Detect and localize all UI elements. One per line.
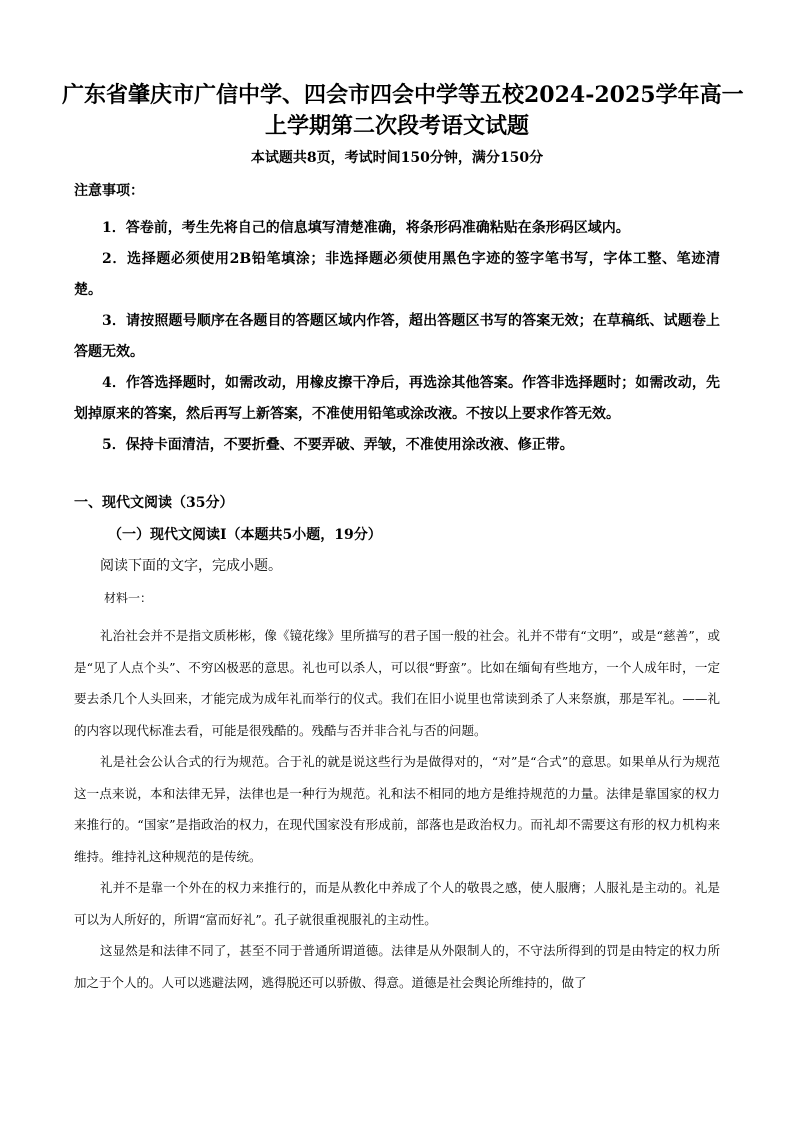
notes-list bbox=[74, 213, 720, 461]
reading-instruction: 阅读下面的文字，完成小题。 bbox=[100, 558, 282, 574]
material-paragraph: 礼治社会并不是指文质彬彬，像《镜花缘》里所描写的君子国一般的社会。礼并不带有“文明”，或是“慈善”，或是“见了人点个头”、不穷凶极恶的意思。礼也可以杀人，可以很“野蛮”。比如在缅甸有些地方，一个人成年时，一定要去杀几个人头回来，才能完成为成年礼而举行的仪式。我们在旧小说里也常读到杀了人来祭旗，那是军礼。——礼的内容以现代标准去看，可能是很残酷的。残酷与否并非合礼与否的问题。 bbox=[74, 628, 720, 738]
note-item: 2．选择题必须使用2B铅笔填涂；非选择题必须使用黑色字迹的签字笔书写，字体工整、笔迹清楚。 bbox=[74, 251, 720, 298]
document-title-line1: 广东省肇庆市广信中学、四会市四会中学等五校2024-2025学年高一 bbox=[62, 82, 744, 108]
notes-heading: 注意事项： bbox=[74, 183, 144, 199]
material-passage bbox=[74, 620, 720, 998]
exam-info-subtitle: 本试题共8页，考试时间150分钟，满分150分 bbox=[250, 150, 544, 166]
section-heading: 一、现代文阅读（35分） bbox=[74, 495, 234, 511]
material-label: 材料一： bbox=[104, 591, 153, 605]
subsection-heading: （一）现代文阅读Ⅰ（本题共5小题，19分） bbox=[108, 527, 382, 543]
note-item: 3．请按照题号顺序在各题目的答题区域内作答，超出答题区书写的答案无效；在草稿纸、试题卷上答题无效。 bbox=[74, 313, 720, 360]
document-title-line2: 上学期第二次段考语文试题 bbox=[264, 113, 529, 139]
material-paragraph: 礼是社会公认合式的行为规范。合于礼的就是说这些行为是做得对的，“对”是“合式”的意思。如果单从行为规范这一点来说，本和法律无异，法律也是一种行为规范。礼和法不相同的地方是维持规范的力量。法律是靠国家的权力来推行的。“国家”是指政治的权力，在现代国家没有形成前，部落也是政治权力。而礼却不需要这有形的权力机构来维持。维持礼这种规范的是传统。 bbox=[74, 754, 720, 864]
material-paragraph: 这显然是和法律不同了，甚至不同于普通所谓道德。法律是从外限制人的，不守法所得到的罚是由特定的权力所加之于个人的。人可以逃避法网，逃得脱还可以骄傲、得意。道德是社会舆论所维持的，做了 bbox=[74, 943, 720, 990]
note-item: 5．保持卡面清洁，不要折叠、不要弄破、弄皱，不准使用涂改液、修正带。 bbox=[102, 437, 574, 453]
note-item: 4．作答选择题时，如需改动，用橡皮擦干净后，再选涂其他答案。作答非选择题时；如需改动，先划掉原来的答案，然后再写上新答案，不准使用铅笔或涂改液。不按以上要求作答无效。 bbox=[74, 375, 720, 422]
material-paragraph: 礼并不是靠一个外在的权力来推行的，而是从教化中养成了个人的敬畏之感，使人服膺；人服礼是主动的。礼是可以为人所好的，所谓“富而好礼”。孔子就很重视服礼的主动性。 bbox=[74, 880, 720, 927]
note-item: 1．答卷前，考生先将自己的信息填写清楚准确，将条形码准确粘贴在条形码区域内。 bbox=[102, 220, 630, 236]
